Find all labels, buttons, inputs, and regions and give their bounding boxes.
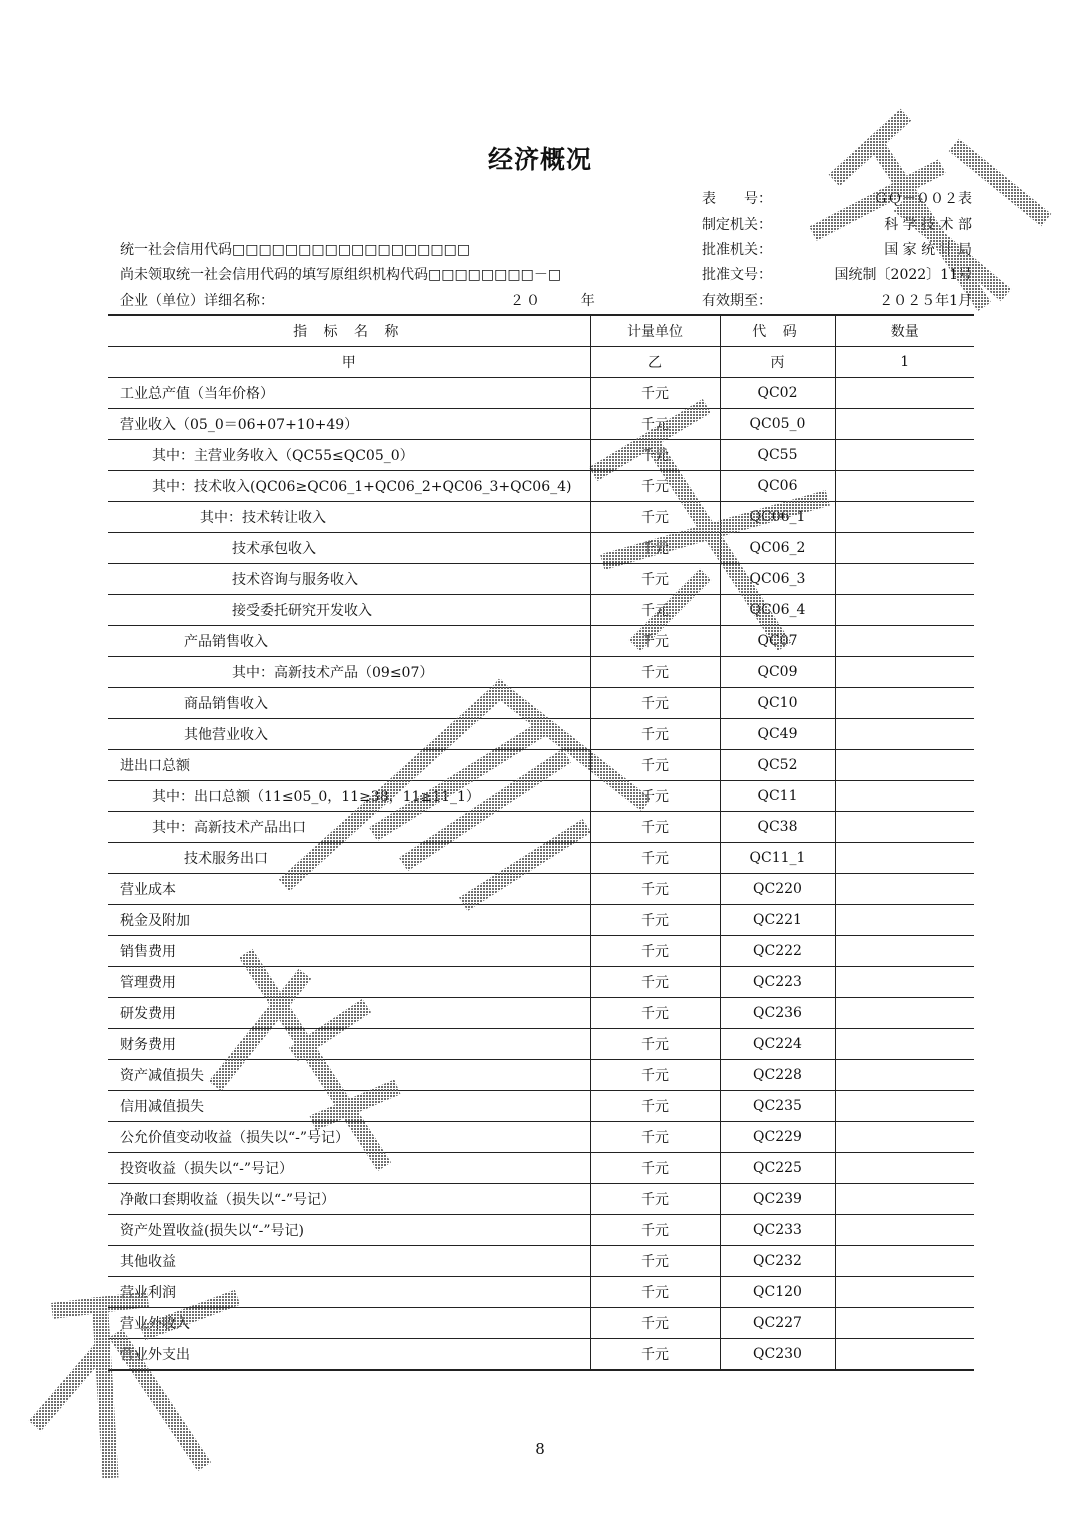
row-value-input[interactable]: [835, 812, 974, 843]
row-value-input[interactable]: [835, 471, 974, 502]
row-value-input[interactable]: [835, 998, 974, 1029]
table-row: [108, 967, 974, 998]
row-value-input[interactable]: [835, 378, 974, 409]
row-indicator-name: 其他营业收入: [108, 719, 590, 750]
row-value-input[interactable]: [835, 564, 974, 595]
meta-value: 国统制〔2022〕11号: [834, 267, 972, 283]
row-code: QC02: [720, 378, 835, 409]
row-value-input[interactable]: [835, 533, 974, 564]
subheader-value: 1: [835, 347, 974, 378]
row-code: QC227: [720, 1308, 835, 1339]
row-unit: 千元: [590, 657, 720, 688]
row-value-input[interactable]: [835, 595, 974, 626]
row-indicator-name: 营业收入（05_0＝06+07+10+49）: [108, 409, 590, 440]
table-row: [108, 1091, 974, 1122]
credit-code-field[interactable]: 统一社会信用代码□□□□□□□□□□□□□□□□□□: [120, 242, 471, 258]
row-unit: 千元: [590, 1184, 720, 1215]
row-value-input[interactable]: [835, 1339, 974, 1371]
table-row: [108, 533, 974, 564]
row-value-input[interactable]: [835, 1029, 974, 1060]
row-unit: 千元: [590, 1246, 720, 1277]
company-name-field[interactable]: 企业（单位）详细名称：: [120, 293, 274, 309]
row-indicator-name: 营业利润: [108, 1277, 590, 1308]
row-unit: 千元: [590, 874, 720, 905]
row-unit: 千元: [590, 812, 720, 843]
row-indicator-name: 商品销售收入: [108, 688, 590, 719]
row-indicator-name: 其中：高新技术产品出口: [108, 812, 590, 843]
row-code: QC120: [720, 1277, 835, 1308]
row-value-input[interactable]: [835, 1060, 974, 1091]
row-value-input[interactable]: [835, 1246, 974, 1277]
row-indicator-name: 营业外收入: [108, 1308, 590, 1339]
row-value-input[interactable]: [835, 657, 974, 688]
row-unit: 千元: [590, 378, 720, 409]
table-row: [108, 874, 974, 905]
table-row: [108, 998, 974, 1029]
table-row: [108, 750, 974, 781]
meta-approving-authority: [702, 238, 972, 262]
economic-overview-table: [108, 314, 974, 1371]
row-value-input[interactable]: [835, 874, 974, 905]
row-unit: 千元: [590, 1308, 720, 1339]
meta-value: ２０２５年1月: [879, 293, 972, 309]
row-indicator-name: 研发费用: [108, 998, 590, 1029]
subheader-unit: 乙: [590, 347, 720, 378]
row-unit: 千元: [590, 719, 720, 750]
row-indicator-name: 税金及附加: [108, 905, 590, 936]
row-indicator-name: 销售费用: [108, 936, 590, 967]
header-code: 代 码: [720, 315, 835, 347]
row-code: QC06_1: [720, 502, 835, 533]
row-code: QC235: [720, 1091, 835, 1122]
row-indicator-name: 其中：技术收入(QC06≥QC06_1+QC06_2+QC06_3+QC06_4): [108, 471, 590, 502]
row-code: QC10: [720, 688, 835, 719]
page-number: 8: [535, 1440, 545, 1458]
row-code: QC239: [720, 1184, 835, 1215]
row-code: QC228: [720, 1060, 835, 1091]
table-row: [108, 843, 974, 874]
row-code: QC236: [720, 998, 835, 1029]
row-indicator-name: 产品销售收入: [108, 626, 590, 657]
header-indicator-name: 指 标 名 称: [108, 315, 590, 347]
row-indicator-name: 营业成本: [108, 874, 590, 905]
row-indicator-name: 信用减值损失: [108, 1091, 590, 1122]
row-indicator-name: 其中：主营业务收入（QC55≤QC05_0）: [108, 440, 590, 471]
subheader-code: 丙: [720, 347, 835, 378]
table-row: [108, 502, 974, 533]
row-indicator-name: 技术服务出口: [108, 843, 590, 874]
row-code: QC38: [720, 812, 835, 843]
row-value-input[interactable]: [835, 781, 974, 812]
row-code: QC11: [720, 781, 835, 812]
table-row: [108, 1277, 974, 1308]
table-subheader-row: [108, 347, 974, 378]
row-unit: 千元: [590, 471, 720, 502]
row-indicator-name: 管理费用: [108, 967, 590, 998]
table-row: [108, 1339, 974, 1371]
meta-label: 制定机关：: [702, 217, 772, 233]
row-unit: 千元: [590, 781, 720, 812]
subheader-name: 甲: [108, 347, 590, 378]
table-row: [108, 719, 974, 750]
row-code: QC05_0: [720, 409, 835, 440]
row-value-input[interactable]: [835, 1184, 974, 1215]
row-unit: 千元: [590, 688, 720, 719]
table-row: [108, 564, 974, 595]
row-value-input[interactable]: [835, 1277, 974, 1308]
row-code: QC220: [720, 874, 835, 905]
row-code: QC06_2: [720, 533, 835, 564]
row-indicator-name: 其中：技术转让收入: [108, 502, 590, 533]
row-code: QC06: [720, 471, 835, 502]
row-value-input[interactable]: [835, 440, 974, 471]
row-unit: 千元: [590, 1091, 720, 1122]
row-code: QC232: [720, 1246, 835, 1277]
row-value-input[interactable]: [835, 409, 974, 440]
row-code: QC229: [720, 1122, 835, 1153]
table-row: [108, 626, 974, 657]
row-code: QC52: [720, 750, 835, 781]
row-unit: 千元: [590, 1153, 720, 1184]
row-code: QC11_1: [720, 843, 835, 874]
table-row: [108, 657, 974, 688]
row-unit: 千元: [590, 409, 720, 440]
row-unit: 千元: [590, 1215, 720, 1246]
meta-value: 科 学 技 术 部: [884, 217, 972, 233]
row-code: QC09: [720, 657, 835, 688]
meta-label: 表 号：: [702, 191, 772, 207]
row-code: QC55: [720, 440, 835, 471]
org-code-field[interactable]: 尚未领取统一社会信用代码的填写原组织机构代码□□□□□□□□－□: [120, 267, 562, 283]
row-indicator-name: 技术承包收入: [108, 533, 590, 564]
row-unit: 千元: [590, 564, 720, 595]
meta-label: 有效期至：: [702, 293, 772, 309]
meta-issuing-authority: [702, 213, 972, 237]
row-indicator-name: 其中：出口总额（11≤05_0，11≥38，11≥11_1）: [108, 781, 590, 812]
row-indicator-name: 资产减值损失: [108, 1060, 590, 1091]
row-code: QC233: [720, 1215, 835, 1246]
row-code: QC07: [720, 626, 835, 657]
row-indicator-name: 接受委托研究开发收入: [108, 595, 590, 626]
table-row: [108, 812, 974, 843]
row-unit: 千元: [590, 750, 720, 781]
row-value-input[interactable]: [835, 1091, 974, 1122]
year-suffix: 年: [580, 293, 597, 309]
table-row: [108, 781, 974, 812]
meta-valid-until: [702, 289, 972, 313]
row-unit: 千元: [590, 998, 720, 1029]
row-unit: 千元: [590, 1339, 720, 1371]
row-indicator-name: 公允价值变动收益（损失以“-”号记）: [108, 1122, 590, 1153]
meta-form-number: [702, 187, 972, 211]
meta-approval-number: [702, 263, 972, 287]
row-indicator-name: 财务费用: [108, 1029, 590, 1060]
row-indicator-name: 其中：高新技术产品（09≤07）: [108, 657, 590, 688]
row-unit: 千元: [590, 1029, 720, 1060]
meta-value: ＧＱ－００２表: [874, 191, 972, 207]
table-row: [108, 1308, 974, 1339]
row-indicator-name: 净敞口套期收益（损失以“-”号记）: [108, 1184, 590, 1215]
row-code: QC224: [720, 1029, 835, 1060]
table-row: [108, 471, 974, 502]
meta-label: 批准机关：: [702, 242, 772, 258]
table-row: [108, 1060, 974, 1091]
table-row: [108, 936, 974, 967]
form-title: 经济概况: [487, 145, 592, 174]
table-row: [108, 1215, 974, 1246]
row-indicator-name: 投资收益（损失以“-”号记）: [108, 1153, 590, 1184]
row-value-input[interactable]: [835, 502, 974, 533]
row-code: QC223: [720, 967, 835, 998]
row-value-input[interactable]: [835, 936, 974, 967]
row-unit: 千元: [590, 440, 720, 471]
table-row: [108, 1184, 974, 1215]
row-unit: 千元: [590, 595, 720, 626]
row-value-input[interactable]: [835, 1215, 974, 1246]
row-indicator-name: 工业总产值（当年价格）: [108, 378, 590, 409]
row-value-input[interactable]: [835, 905, 974, 936]
table-row: [108, 409, 974, 440]
row-indicator-name: 资产处置收益(损失以“-”号记): [108, 1215, 590, 1246]
year-field[interactable]: [510, 289, 597, 313]
table-row: [108, 905, 974, 936]
row-indicator-name: 其他收益: [108, 1246, 590, 1277]
meta-label: 批准文号：: [702, 267, 772, 283]
row-unit: 千元: [590, 626, 720, 657]
table-row: [108, 595, 974, 626]
row-value-input[interactable]: [835, 967, 974, 998]
row-code: QC06_4: [720, 595, 835, 626]
table-row: [108, 1246, 974, 1277]
row-unit: 千元: [590, 905, 720, 936]
header-value: 数量: [835, 315, 974, 347]
table-row: [108, 688, 974, 719]
row-value-input[interactable]: [835, 1308, 974, 1339]
row-unit: 千元: [590, 1277, 720, 1308]
table-row: [108, 1153, 974, 1184]
table-row: [108, 378, 974, 409]
row-code: QC222: [720, 936, 835, 967]
header-unit: 计量单位: [590, 315, 720, 347]
table-header-row: [108, 315, 974, 347]
table-row: [108, 440, 974, 471]
row-unit: 千元: [590, 843, 720, 874]
row-value-input[interactable]: [835, 719, 974, 750]
row-value-input[interactable]: [835, 750, 974, 781]
row-indicator-name: 营业外支出: [108, 1339, 590, 1371]
row-value-input[interactable]: [835, 688, 974, 719]
table-row: [108, 1122, 974, 1153]
row-unit: 千元: [590, 967, 720, 998]
year-prefix: ２０: [510, 293, 542, 309]
row-unit: 千元: [590, 1060, 720, 1091]
row-indicator-name: 技术咨询与服务收入: [108, 564, 590, 595]
row-code: QC225: [720, 1153, 835, 1184]
row-code: QC49: [720, 719, 835, 750]
row-code: QC221: [720, 905, 835, 936]
row-unit: 千元: [590, 533, 720, 564]
row-value-input[interactable]: [835, 626, 974, 657]
meta-value: 国 家 统 计 局: [884, 242, 972, 258]
row-indicator-name: 进出口总额: [108, 750, 590, 781]
row-unit: 千元: [590, 936, 720, 967]
table-row: [108, 1029, 974, 1060]
row-value-input[interactable]: [835, 843, 974, 874]
row-unit: 千元: [590, 502, 720, 533]
row-code: QC06_3: [720, 564, 835, 595]
row-value-input[interactable]: [835, 1122, 974, 1153]
row-code: QC230: [720, 1339, 835, 1371]
row-unit: 千元: [590, 1122, 720, 1153]
row-value-input[interactable]: [835, 1153, 974, 1184]
